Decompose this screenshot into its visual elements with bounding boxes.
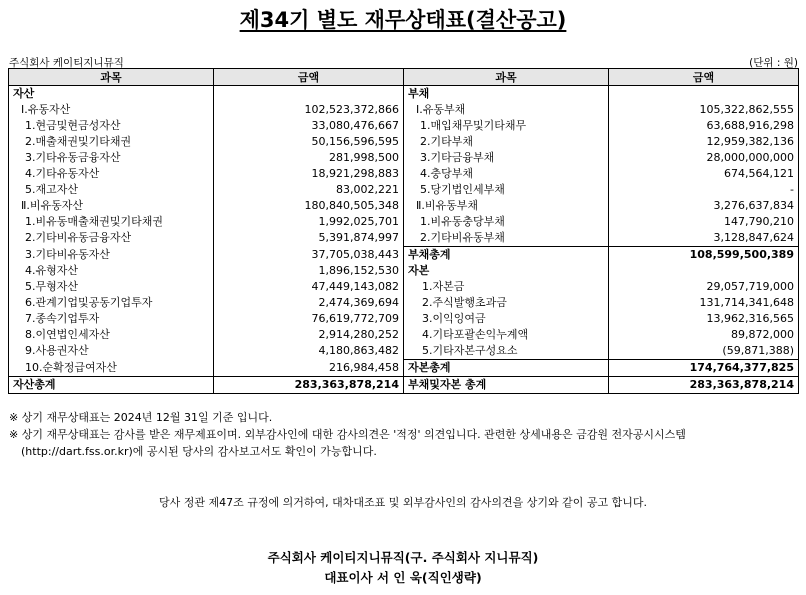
right-amount-cell: 13,962,316,565: [609, 311, 799, 327]
left-amount-cell: 47,449,143,082: [214, 279, 404, 295]
right-item-cell: 5.당기법인세부채: [404, 182, 609, 198]
left-item-cell: 2.매출채권및기타채권: [9, 134, 214, 150]
right-item-cell: 2.주식발행초과금: [404, 295, 609, 311]
right-amount-cell: 283,363,878,214: [609, 377, 799, 394]
table-row: [9, 327, 799, 343]
right-item-cell: 5.기타자본구성요소: [404, 343, 609, 360]
right-amount-cell: [609, 86, 799, 103]
table-row: [9, 198, 799, 214]
page-title: 제34기 별도 재무상태표(결산공고): [239, 8, 567, 32]
right-amount-cell: 3,276,637,834: [609, 198, 799, 214]
left-amount-cell: 180,840,505,348: [214, 198, 404, 214]
table-row: [9, 311, 799, 327]
right-amount-cell: 63,688,916,298: [609, 118, 799, 134]
left-item-cell: Ⅱ.비유동자산: [9, 198, 214, 214]
left-item-cell: 3.기타유동금융자산: [9, 150, 214, 166]
left-item-cell: 8.이연법인세자산: [9, 327, 214, 343]
right-amount-cell: 147,790,210: [609, 214, 799, 230]
left-amount-cell: 281,998,500: [214, 150, 404, 166]
left-item-cell: 1.비유동매출채권및기타채권: [9, 214, 214, 230]
header-right-amount: 금액: [609, 69, 799, 86]
right-amount-cell: 108,599,500,389: [609, 247, 799, 264]
right-item-cell: 4.충당부채: [404, 166, 609, 182]
left-amount-cell: 1,992,025,701: [214, 214, 404, 230]
table-row: [9, 247, 799, 264]
left-item-cell: 4.기타유동자산: [9, 166, 214, 182]
left-item-cell: 7.종속기업투자: [9, 311, 214, 327]
footer-ceo: 대표이사 서 인 욱(직인생략): [324, 570, 482, 585]
right-item-cell: 1.매입채무및기타채무: [404, 118, 609, 134]
table-header-row: [9, 69, 799, 86]
left-amount-cell: 5,391,874,997: [214, 230, 404, 247]
left-item-cell: 4.유형자산: [9, 263, 214, 279]
left-amount-cell: 33,080,476,667: [214, 118, 404, 134]
right-item-cell: 4.기타포괄손익누계액: [404, 327, 609, 343]
note-date: ※ 상기 재무상태표는 2024년 12월 31일 기준 입니다.: [9, 411, 273, 424]
table-row: [9, 102, 799, 118]
left-item-cell: Ⅰ.유동자산: [9, 102, 214, 118]
table-row: [9, 150, 799, 166]
note-audit-continued: (http://dart.fss.or.kr)에 공시된 당사의 감사보고서도 확인이 가능합니다.: [21, 445, 377, 458]
left-item-cell: 2.기타비유동금융자산: [9, 230, 214, 247]
right-item-cell: Ⅱ.비유동부채: [404, 198, 609, 214]
left-amount-cell: 1,896,152,530: [214, 263, 404, 279]
right-amount-cell: 174,764,377,825: [609, 360, 799, 377]
left-item-cell: 10.순확정급여자산: [9, 360, 214, 377]
right-amount-cell: 131,714,341,648: [609, 295, 799, 311]
notes: [9, 409, 799, 460]
right-amount-cell: 12,959,382,136: [609, 134, 799, 150]
announcement-statement: 당사 정관 제47조 규정에 의거하여, 대차대조표 및 외부감사인의 감사의견을 상기와 같이 공고 합니다.: [159, 496, 647, 509]
right-amount-cell: -: [609, 182, 799, 198]
left-item-cell: 1.현금및현금성자산: [9, 118, 214, 134]
left-amount-cell: 83,002,221: [214, 182, 404, 198]
header-left-item: 과목: [9, 69, 214, 86]
right-amount-cell: [609, 263, 799, 279]
unit-label: (단위 : 원): [749, 57, 798, 69]
left-amount-cell: 216,984,458: [214, 360, 404, 377]
footer-company: 주식회사 케이티지니뮤직(구. 주식회사 지니뮤직): [267, 550, 539, 565]
header-right-item: 과목: [404, 69, 609, 86]
table-row: [9, 118, 799, 134]
company-name: 주식회사 케이티지니뮤직: [9, 57, 124, 69]
left-amount-cell: 76,619,772,709: [214, 311, 404, 327]
table-row: [9, 166, 799, 182]
right-item-cell: 1.비유동충당부채: [404, 214, 609, 230]
right-item-cell: 3.기타금융부채: [404, 150, 609, 166]
header-left-amount: 금액: [214, 69, 404, 86]
right-amount-cell: 105,322,862,555: [609, 102, 799, 118]
table-row: [9, 230, 799, 247]
right-amount-cell: 29,057,719,000: [609, 279, 799, 295]
right-item-cell: 3.이익잉여금: [404, 311, 609, 327]
table-body: [9, 86, 799, 394]
right-item-cell: 부채및자본 총계: [404, 377, 609, 394]
left-amount-cell: 4,180,863,482: [214, 343, 404, 360]
left-item-cell: 5.재고자산: [9, 182, 214, 198]
left-amount-cell: 2,474,369,694: [214, 295, 404, 311]
left-amount-cell: 18,921,298,883: [214, 166, 404, 182]
note-audit: ※ 상기 재무상태표는 감사를 받은 재무제표이며. 외부감사인에 대한 감사의견은 '적정' 의견입니다. 관련한 상세내용은 금감원 전자공시시스템: [9, 428, 686, 441]
left-amount-cell: 102,523,372,866: [214, 102, 404, 118]
table-row: [9, 279, 799, 295]
right-item-cell: 자본총계: [404, 360, 609, 377]
left-item-cell: 5.무형자산: [9, 279, 214, 295]
right-item-cell: 1.자본금: [404, 279, 609, 295]
right-item-cell: Ⅰ.유동부채: [404, 102, 609, 118]
right-amount-cell: 89,872,000: [609, 327, 799, 343]
left-amount-cell: 50,156,596,595: [214, 134, 404, 150]
right-item-cell: 2.기타부채: [404, 134, 609, 150]
left-amount-cell: 37,705,038,443: [214, 247, 404, 264]
left-amount-cell: [214, 86, 404, 103]
left-amount-cell: 2,914,280,252: [214, 327, 404, 343]
right-item-cell: 자본: [404, 263, 609, 279]
left-item-cell: 자산총계: [9, 377, 214, 394]
left-item-cell: 3.기타비유동자산: [9, 247, 214, 264]
table-row: [9, 360, 799, 377]
table-row: [9, 263, 799, 279]
table-row: [9, 86, 799, 103]
table-row: [9, 295, 799, 311]
table-row: [9, 134, 799, 150]
right-amount-cell: (59,871,388): [609, 343, 799, 360]
right-amount-cell: 3,128,847,624: [609, 230, 799, 247]
left-item-cell: 6.관계기업및공동기업투자: [9, 295, 214, 311]
table-row: [9, 343, 799, 360]
table-row: [9, 182, 799, 198]
right-item-cell: 부채총계: [404, 247, 609, 264]
left-item-cell: 9.사용권자산: [9, 343, 214, 360]
table-row: [9, 214, 799, 230]
balance-sheet-table: [8, 68, 799, 394]
right-item-cell: 2.기타비유동부채: [404, 230, 609, 247]
right-amount-cell: 28,000,000,000: [609, 150, 799, 166]
table-row: [9, 377, 799, 394]
right-amount-cell: 674,564,121: [609, 166, 799, 182]
left-item-cell: 자산: [9, 86, 214, 103]
right-item-cell: 부채: [404, 86, 609, 103]
left-amount-cell: 283,363,878,214: [214, 377, 404, 394]
